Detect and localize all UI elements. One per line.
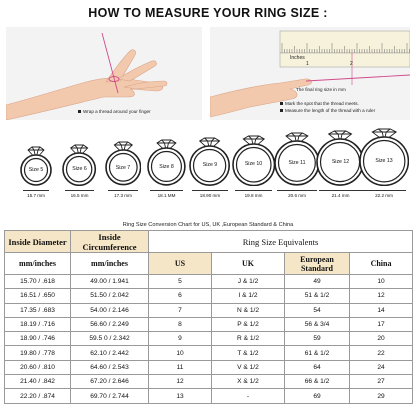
cell-inside-circumference: 56.60 / 2.249 xyxy=(71,317,149,331)
cell-us-size: 13 xyxy=(149,389,212,403)
header-mm-inches-diameter: mm/inches xyxy=(5,253,71,275)
cell-us-size: 7 xyxy=(149,303,212,317)
cell-inside-diameter: 17.35 / .683 xyxy=(5,303,71,317)
diameter-line xyxy=(319,190,361,191)
hand-thread-image xyxy=(6,27,202,120)
cell-inside-circumference: 51.50 / 2.042 xyxy=(71,289,149,303)
diameter-line xyxy=(362,190,406,191)
header-uk: UK xyxy=(212,253,285,275)
table-row xyxy=(5,346,413,360)
header-mm-inches-circumference: mm/inches xyxy=(71,253,149,275)
cell-china-size: 14 xyxy=(350,303,413,317)
cell-china-size: 10 xyxy=(350,275,413,289)
cell-china-size: 17 xyxy=(350,317,413,331)
ring-diameter-mm: 22.2 mm xyxy=(375,193,393,198)
cell-inside-circumference: 54.00 / 2.146 xyxy=(71,303,149,317)
cell-us-size: 5 xyxy=(149,275,212,289)
cell-inside-diameter: 21.40 / .842 xyxy=(5,375,71,389)
cell-china-size: 20 xyxy=(350,332,413,346)
ring-icon xyxy=(20,144,52,186)
diameter-line xyxy=(235,190,273,191)
ring-size-row xyxy=(0,136,416,206)
cell-uk-size: N & 1/2 xyxy=(212,303,285,317)
ring-size-table xyxy=(4,230,413,404)
cell-inside-circumference: 49.00 / 1.941 xyxy=(71,275,149,289)
cell-inside-diameter: 22.20 / .874 xyxy=(5,389,71,403)
header-inside-circumference: Inside Circumference xyxy=(71,231,149,253)
ring-size-label: Size 5 xyxy=(28,167,44,173)
cell-inside-diameter: 19.80 / .778 xyxy=(5,346,71,360)
diameter-line xyxy=(65,190,93,191)
cell-inside-circumference: 67.20 / 2.646 xyxy=(71,375,149,389)
ring-size-label: Size 12 xyxy=(331,158,350,165)
cell-us-size: 6 xyxy=(149,289,212,303)
cell-uk-size: I & 1/2 xyxy=(212,289,285,303)
ring-size-10 xyxy=(232,133,276,187)
cell-european-size: 61 & 1/2 xyxy=(285,346,350,360)
diameter-line xyxy=(192,190,227,191)
table-row xyxy=(5,289,413,303)
cell-uk-size: P & 1/2 xyxy=(212,317,285,331)
cell-us-size: 12 xyxy=(149,375,212,389)
ring-size-5 xyxy=(20,144,52,186)
ring-diameter-mm: 15.7 mm xyxy=(27,193,45,198)
ring-size-label: Size 10 xyxy=(244,161,263,168)
bullet-icon xyxy=(280,102,283,105)
diameter-line xyxy=(150,190,183,191)
table-row xyxy=(5,303,413,317)
ring-diameter-mm: 20.6 mm xyxy=(288,193,306,198)
cell-inside-diameter: 15.70 / .618 xyxy=(5,275,71,289)
cell-us-size: 11 xyxy=(149,360,212,374)
ruler-mark-2: 2 xyxy=(350,61,353,67)
cell-inside-diameter: 20.60 / .810 xyxy=(5,360,71,374)
cell-uk-size: - xyxy=(212,389,285,403)
ring-diameter-mm: 18.90 mm xyxy=(199,193,221,198)
ring-size-label: Size 7 xyxy=(115,164,131,171)
cell-uk-size: R & 1/2 xyxy=(212,332,285,346)
cell-inside-diameter: 18.90 / .746 xyxy=(5,332,71,346)
cell-inside-circumference: 62.10 / 2.442 xyxy=(71,346,149,360)
ring-size-9 xyxy=(189,135,230,186)
cell-us-size: 9 xyxy=(149,332,212,346)
header-european-standard: European Standard xyxy=(285,253,350,275)
cell-european-size: 64 xyxy=(285,360,350,374)
diameter-line xyxy=(277,190,317,191)
cell-us-size: 10 xyxy=(149,346,212,360)
ring-icon xyxy=(232,133,276,187)
ring-size-label: Size 13 xyxy=(375,157,393,164)
ring-icon xyxy=(147,137,186,186)
cell-china-size: 27 xyxy=(350,375,413,389)
ring-icon xyxy=(189,135,230,186)
header-ring-size-equivalents: Ring Size Equivalents xyxy=(149,231,413,253)
cell-china-size: 29 xyxy=(350,389,413,403)
ring-icon xyxy=(359,126,409,186)
wrap-caption-text: Wrap a thread around your finger xyxy=(83,109,151,114)
bullet-icon xyxy=(78,110,81,113)
ring-size-label: Size 6 xyxy=(72,165,87,172)
final-size-label: The final ring size in mm xyxy=(296,87,346,92)
cell-european-size: 59 xyxy=(285,332,350,346)
mark-caption-text: Mark the spot that the thread meets. xyxy=(285,101,359,106)
cell-european-size: 66 & 1/2 xyxy=(285,375,350,389)
ring-diameter-mm: 16.5 mm xyxy=(70,193,89,198)
ring-diameter-mm: 21.4 mm xyxy=(331,193,350,198)
ring-size-8 xyxy=(147,137,186,186)
measure-caption-text: Measure the length of the thread with a ruler xyxy=(285,108,376,113)
cell-inside-circumference: 64.60 / 2.543 xyxy=(71,360,149,374)
ring-size-6 xyxy=(62,142,96,186)
table-row xyxy=(5,332,413,346)
table-row xyxy=(5,375,413,389)
ring-diameter-mm: 19.8 mm xyxy=(244,193,263,198)
header-inside-diameter: Inside Diameter xyxy=(5,231,71,253)
cell-inside-diameter: 16.51 / .650 xyxy=(5,289,71,303)
header-us: US xyxy=(149,253,212,275)
ring-size-11 xyxy=(274,130,320,186)
ring-size-label: Size 8 xyxy=(159,163,174,170)
bullet-icon xyxy=(280,109,283,112)
conversion-chart-caption: Ring Size Conversion Chart for US, UK ,European Standard & China xyxy=(122,222,294,228)
diameter-line xyxy=(23,190,49,191)
wrap-thread-illustration xyxy=(6,27,202,120)
table-row xyxy=(5,317,413,331)
wrap-caption xyxy=(78,109,151,115)
cell-european-size: 51 & 1/2 xyxy=(285,289,350,303)
ring-size-13 xyxy=(359,126,409,186)
measure-ruler-illustration xyxy=(210,27,410,120)
ring-diameter-mm: 18.1 MM xyxy=(157,193,176,198)
cell-us-size: 8 xyxy=(149,317,212,331)
ring-icon xyxy=(274,130,320,186)
ruler-mark-1: 1 xyxy=(306,61,309,67)
cell-china-size: 12 xyxy=(350,289,413,303)
ruler-inches-label: Inches xyxy=(290,55,305,61)
cell-european-size: 49 xyxy=(285,275,350,289)
header-china: China xyxy=(350,253,413,275)
ring-icon xyxy=(62,142,96,186)
cell-european-size: 54 xyxy=(285,303,350,317)
table-row xyxy=(5,275,413,289)
cell-inside-circumference: 59.5 0 / 2.342 xyxy=(71,332,149,346)
cell-european-size: 69 xyxy=(285,389,350,403)
ring-size-12 xyxy=(316,128,364,186)
cell-uk-size: T & 1/2 xyxy=(212,346,285,360)
mark-caption xyxy=(280,101,359,107)
cell-uk-size: J & 1/2 xyxy=(212,275,285,289)
ring-icon xyxy=(316,128,364,186)
page-title: HOW TO MEASURE YOUR RING SIZE : xyxy=(88,6,328,20)
cell-uk-size: X & 1/2 xyxy=(212,375,285,389)
cell-uk-size: V & 1/2 xyxy=(212,360,285,374)
measure-caption xyxy=(280,108,375,114)
ring-size-label: Size 9 xyxy=(202,162,218,169)
ring-diameter-mm: 17.3 mm xyxy=(114,193,132,198)
cell-inside-diameter: 18.19 / .716 xyxy=(5,317,71,331)
table-row xyxy=(5,360,413,374)
cell-china-size: 22 xyxy=(350,346,413,360)
table-row xyxy=(5,389,413,403)
ring-icon xyxy=(105,139,142,186)
diameter-line xyxy=(108,190,139,191)
cell-inside-circumference: 69.70 / 2.744 xyxy=(71,389,149,403)
cell-china-size: 24 xyxy=(350,360,413,374)
ring-size-label: Size 11 xyxy=(288,160,306,167)
cell-european-size: 56 & 3/4 xyxy=(285,317,350,331)
ring-size-7 xyxy=(105,139,142,186)
